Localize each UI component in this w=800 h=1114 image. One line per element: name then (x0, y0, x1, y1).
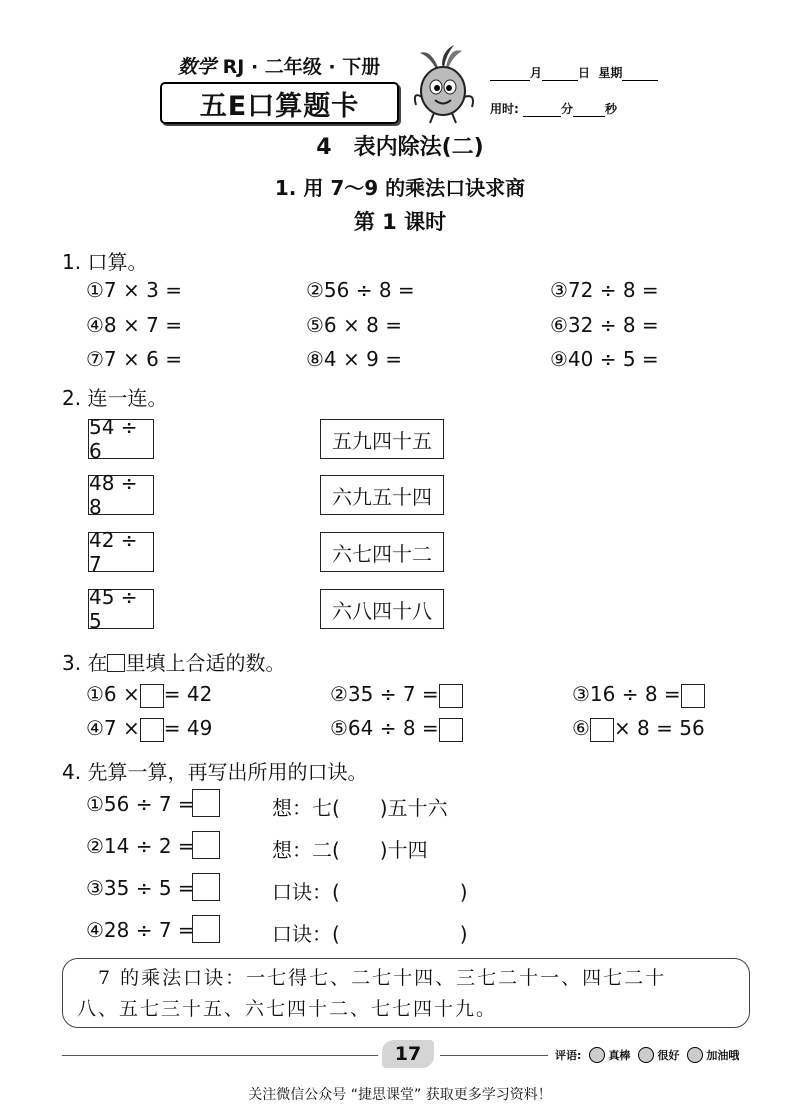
seconds-label: 秒 (605, 102, 618, 116)
q1-heading: 1. 口算。 (62, 250, 148, 274)
q1-item: ⑦7 × 6 = (86, 347, 182, 371)
q3-item (86, 682, 212, 708)
q1-item: ⑤6 × 8 = (306, 313, 402, 337)
time-label: 用时: (490, 102, 519, 116)
lesson-title: 第 1 课时 (353, 210, 447, 234)
q3-item (86, 716, 212, 742)
month-label: 月 (530, 66, 543, 80)
answer-square[interactable] (439, 684, 463, 708)
q3-item-post: = 42 (163, 682, 213, 706)
subject-label: 数学 (178, 56, 217, 78)
q4-expression: ②14 ÷ 2 = (86, 834, 195, 858)
rating-label: 评语: (555, 1049, 582, 1062)
date-line (490, 64, 658, 81)
q4-heading: 4. 先算一算，再写出所用的口诀。 (62, 760, 368, 784)
footer-rule-right (440, 1055, 548, 1056)
page-number: 17 (382, 1040, 434, 1068)
q1-item: ①7 × 3 = (86, 278, 182, 302)
q4-hint: 想：二( )十四 (272, 838, 428, 862)
brand-title: 五E口算题卡 (160, 82, 399, 124)
q3-item-pre: ④7 × (86, 716, 140, 740)
answer-square[interactable] (681, 684, 705, 708)
q1-item: ②56 ÷ 8 = (306, 278, 415, 302)
cheer-face-icon (687, 1047, 703, 1063)
q4-hint: 口诀：( ) (272, 922, 468, 946)
happy-face-icon (638, 1047, 654, 1063)
match-right-box[interactable]: 六七四十二 (320, 532, 444, 572)
q4-expression: ①56 ÷ 7 = (86, 792, 195, 816)
rhyme-line-2: 八、五七三十五、六七四十二、七七四十九。 (77, 998, 498, 1020)
answer-square[interactable] (140, 684, 164, 708)
answer-square[interactable] (192, 831, 220, 859)
q3-item (572, 716, 705, 742)
smile-face-icon (589, 1047, 605, 1063)
q3-heading-post: 里填上合适的数。 (125, 651, 286, 675)
match-left-box[interactable]: 48 ÷ 8 (88, 475, 154, 515)
footer-rule-left (62, 1055, 378, 1056)
match-right-box[interactable]: 六九五十四 (320, 475, 444, 515)
q1-item: ⑨40 ÷ 5 = (550, 347, 659, 371)
q3-heading-pre: 3. 在 (62, 651, 108, 675)
q3-item-pre: ⑤64 ÷ 8 = (330, 716, 439, 740)
q3-item-post: × 8 = 56 (613, 716, 705, 740)
q3-item (572, 682, 705, 708)
edition-label: RJ · 二年级 · 下册 (222, 56, 381, 78)
section-title: 1. 用 7～9 的乘法口诀求商 (274, 176, 526, 200)
q4-hint: 想：七( )五十六 (272, 796, 448, 820)
mascot-icon (410, 45, 480, 125)
q3-item-pre: ③16 ÷ 8 = (572, 682, 681, 706)
answer-square[interactable] (192, 915, 220, 943)
rhyme-line-1: 7 的乘法口诀：一七得七、二七十四、三七二十一、四七二十 (77, 967, 667, 989)
q4-hint: 口诀：( ) (272, 880, 468, 904)
book-subtitle (178, 52, 380, 79)
q4-expression: ④28 ÷ 7 = (86, 918, 195, 942)
match-left-box[interactable]: 54 ÷ 6 (88, 419, 154, 459)
rating-ok: 很好 (657, 1049, 680, 1062)
multiplication-rhyme-box (62, 958, 750, 1028)
minutes-label: 分 (561, 102, 574, 116)
match-left-box[interactable]: 42 ÷ 7 (88, 532, 154, 572)
q3-item-pre: ②35 ÷ 7 = (330, 682, 439, 706)
q2-heading: 2. 连一连。 (62, 386, 168, 410)
rating-good: 真棒 (608, 1049, 631, 1062)
answer-square[interactable] (192, 873, 220, 901)
weekday-label: 星期 (598, 66, 623, 80)
q1-item: ⑥32 ÷ 8 = (550, 313, 659, 337)
rating-row (555, 1047, 739, 1063)
match-left-box[interactable]: 45 ÷ 5 (88, 589, 154, 629)
q1-item: ⑧4 × 9 = (306, 347, 402, 371)
answer-square[interactable] (439, 718, 463, 742)
q3-item-post: = 49 (163, 716, 213, 740)
answer-square[interactable] (140, 718, 164, 742)
q3-item (330, 716, 463, 742)
footer-note: 关注微信公众号 “捷思课堂” 获取更多学习资料！ (248, 1087, 552, 1103)
q3-item-pre: ⑥ (572, 716, 590, 740)
rating-cheer: 加油哦 (706, 1049, 740, 1062)
match-right-box[interactable]: 六八四十八 (320, 589, 444, 629)
answer-square[interactable] (590, 718, 614, 742)
q4-expression: ③35 ÷ 5 = (86, 876, 195, 900)
day-label: 日 (578, 66, 591, 80)
match-right-box[interactable]: 五九四十五 (320, 419, 444, 459)
answer-square[interactable] (192, 789, 220, 817)
answer-square-example (107, 654, 125, 672)
q1-item: ④8 × 7 = (86, 313, 182, 337)
q3-item-pre: ①6 × (86, 682, 140, 706)
q3-item (330, 682, 463, 708)
unit-title: 4 表内除法(二) (316, 135, 484, 160)
q1-item: ③72 ÷ 8 = (550, 278, 659, 302)
q3-heading (62, 647, 285, 676)
time-line (490, 100, 617, 117)
